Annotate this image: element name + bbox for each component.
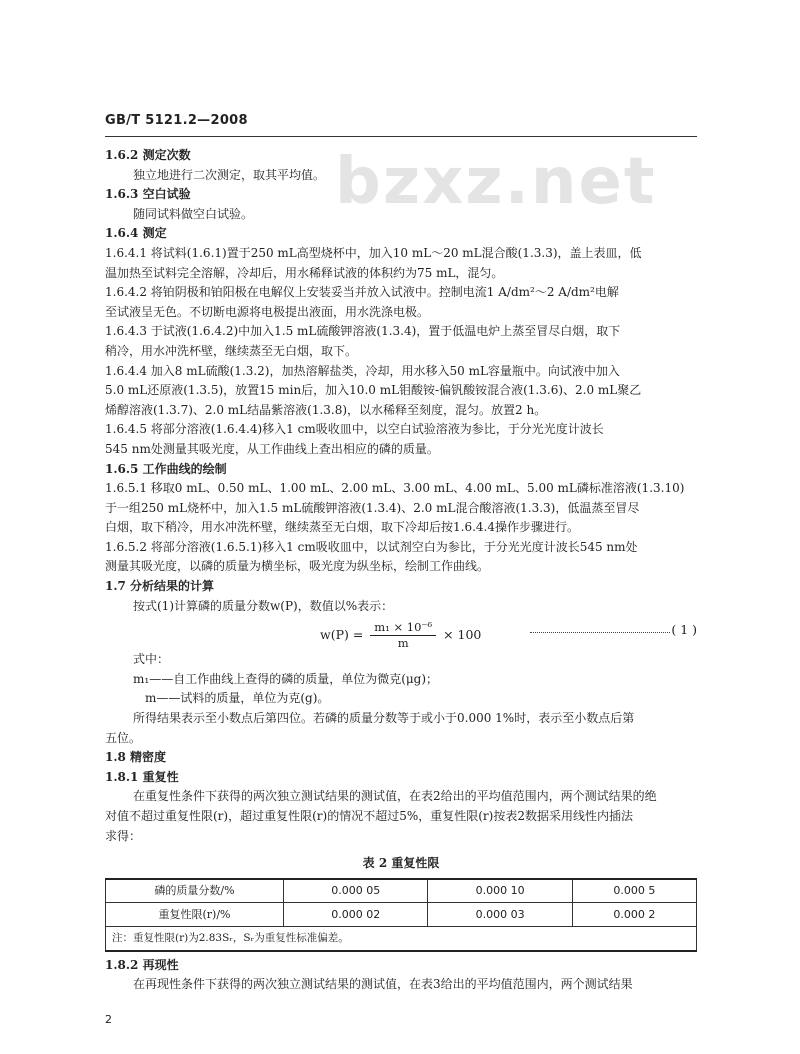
table-row: [106, 903, 697, 927]
table-cell: 0.000 2: [572, 903, 696, 927]
text-line: 1.6.5.1 移取0 mL、0.50 mL、1.00 mL、2.00 mL、3.00 mL、4.00 mL、5.00 mL磷标准溶液(1.3.10): [105, 481, 685, 496]
text-line: 对值不超过重复性限(r)，超过重复性限(r)的情况不超过5%，重复性限(r)按表2数据采用线性内插法: [105, 809, 633, 823]
text-line: 求得：: [105, 828, 142, 843]
table-title: 表 2 重复性限: [362, 856, 440, 871]
row-label: 重复性限(r)/%: [106, 903, 284, 927]
section-heading: 1.6.2 测定次数: [105, 148, 191, 162]
formula-numerator: m₁ × 10⁻⁶: [370, 620, 436, 636]
text-line: 1.6.5.2 将部分溶液(1.6.5.1)移入1 cm吸收皿中，以试剂空白为参比，于分光光度计波长545 nm处: [105, 539, 638, 554]
text-line: 稍冷，用水冲洗杯壁，继续蒸至无白烟，取下。: [105, 343, 358, 358]
text-line: 1.6.4.2 将铂阴极和铂阳极在电解仪上安装妥当并放入试液中。控制电流1 A/dm²～2 A/dm²电解: [105, 285, 619, 300]
text-block-2: [105, 650, 697, 846]
text-line: m——试料的质量，单位为克(g)。: [145, 691, 330, 706]
formula-expression: [320, 620, 481, 651]
text-line: 按式(1)计算磷的质量分数w(P)，数值以%表示：: [133, 598, 394, 613]
text-line: 独立地进行二次测定，取其平均值。: [133, 167, 326, 182]
formula-1: [105, 616, 697, 650]
row-label: 磷的质量分数/%: [106, 879, 284, 903]
table-cell: 0.000 03: [428, 903, 572, 927]
text-line: 五位。: [105, 730, 142, 745]
document-body: [105, 146, 697, 995]
table-cell: 0.000 10: [428, 879, 572, 903]
text-line: 1.6.4.3 于试液(1.6.4.2)中加入1.5 mL硫酸钾溶液(1.3.4)，置于低温电炉上蒸至冒尽白烟，取下: [105, 324, 621, 339]
text-line: 所得结果表示至小数点后第四位。若磷的质量分数等于或小于0.000 1%时，表示至小数点后第: [133, 711, 635, 726]
standard-code: GB/T 5121.2—2008: [105, 113, 248, 128]
table-note-row: [106, 927, 697, 951]
section-heading: 1.6.5 工作曲线的绘制: [105, 461, 227, 476]
text-line: 测量其吸光度，以磷的质量为横坐标，吸光度为纵坐标，绘制工作曲线。: [105, 559, 490, 574]
formula-number: ( 1 ): [671, 622, 697, 638]
text-line: 在重复性条件下获得的两次独立测试结果的测试值，在表2给出的平均值范围内，两个测试结果的绝: [133, 789, 657, 804]
formula-fraction: [370, 620, 436, 651]
text-line: 于一组250 mL烧杯中，加入1.5 mL硫酸钾溶液(1.3.4)、2.0 mL混合酸溶液(1.3.3)，低温蒸至冒尽: [105, 500, 640, 515]
text-line: 5.0 mL还原液(1.3.5)，放置15 min后，加入10.0 mL钼酸铵-偏钒酸铵混合液(1.3.6)、2.0 mL聚乙: [105, 383, 642, 398]
table-note: 注：重复性限(r)为2.83Sᵣ，Sᵣ为重复性标准偏差。: [106, 927, 697, 951]
formula-leader-dots: [530, 627, 670, 633]
text-line: 白烟，取下稍冷，用水冲洗杯壁，继续蒸至无白烟，取下冷却后按1.6.4.4操作步骤进行。: [105, 520, 579, 535]
text-line: 1.6.4.5 将部分溶液(1.6.4.4)移入1 cm吸收皿中，以空白试验溶液为参比，于分光光度计波长: [105, 422, 604, 437]
section-heading: 1.8 精密度: [105, 750, 167, 765]
header-rule: [105, 136, 697, 137]
repeatability-table: [105, 878, 697, 952]
section-heading: 1.8.1 重复性: [105, 769, 179, 784]
text-line: 至试液呈无色。不切断电源将电极提出液面，用水洗涤电极。: [105, 304, 430, 319]
formula-denominator: m: [397, 636, 409, 651]
table-row: [106, 879, 697, 903]
section-heading: 1.8.2 再现性: [105, 957, 179, 972]
text-line: 545 nm处测量其吸光度，从工作曲线上查出相应的磷的质量。: [105, 441, 439, 456]
section-heading: 1.6.4 测定: [105, 226, 167, 241]
text-line: 烯醇溶液(1.3.7)、2.0 mL结晶紫溶液(1.3.8)，以水稀释至刻度，混匀。放置2 h。: [105, 402, 547, 417]
formula-lhs: w(P) =: [320, 627, 364, 643]
text-line: 式中：: [133, 652, 170, 667]
text-block-1: [105, 146, 697, 616]
formula-rhs: × 100: [443, 627, 482, 643]
text-line: 1.6.4.4 加入8 mL硫酸(1.3.2)，加热溶解盐类，冷却，用水移入50 mL容量瓶中。向试液中加入: [105, 363, 620, 378]
text-block-3: [105, 956, 697, 995]
page-number: 2: [105, 1013, 112, 1026]
section-heading: 1.7 分析结果的计算: [105, 579, 215, 594]
section-heading: 1.6.3 空白试验: [105, 187, 191, 202]
table-cell: 0.000 02: [284, 903, 428, 927]
table-cell: 0.000 05: [284, 879, 428, 903]
text-line: 在再现性条件下获得的两次独立测试结果的测试值，在表3给出的平均值范围内，两个测试结果: [133, 977, 633, 992]
text-line: 1.6.4.1 将试料(1.6.1)置于250 mL高型烧杯中，加入10 mL～20 mL混合酸(1.3.3)，盖上表皿，低: [105, 245, 642, 260]
text-line: 温加热至试料完全溶解，冷却后，用水稀释试液的体积约为75 mL，混匀。: [105, 265, 504, 280]
watermark: bzxz.net: [335, 145, 657, 219]
table-cell: 0.000 5: [572, 879, 696, 903]
text-line: m₁——自工作曲线上查得的磷的质量，单位为微克(μg)；: [133, 671, 439, 686]
text-line: 随同试料做空白试验。: [133, 206, 254, 221]
